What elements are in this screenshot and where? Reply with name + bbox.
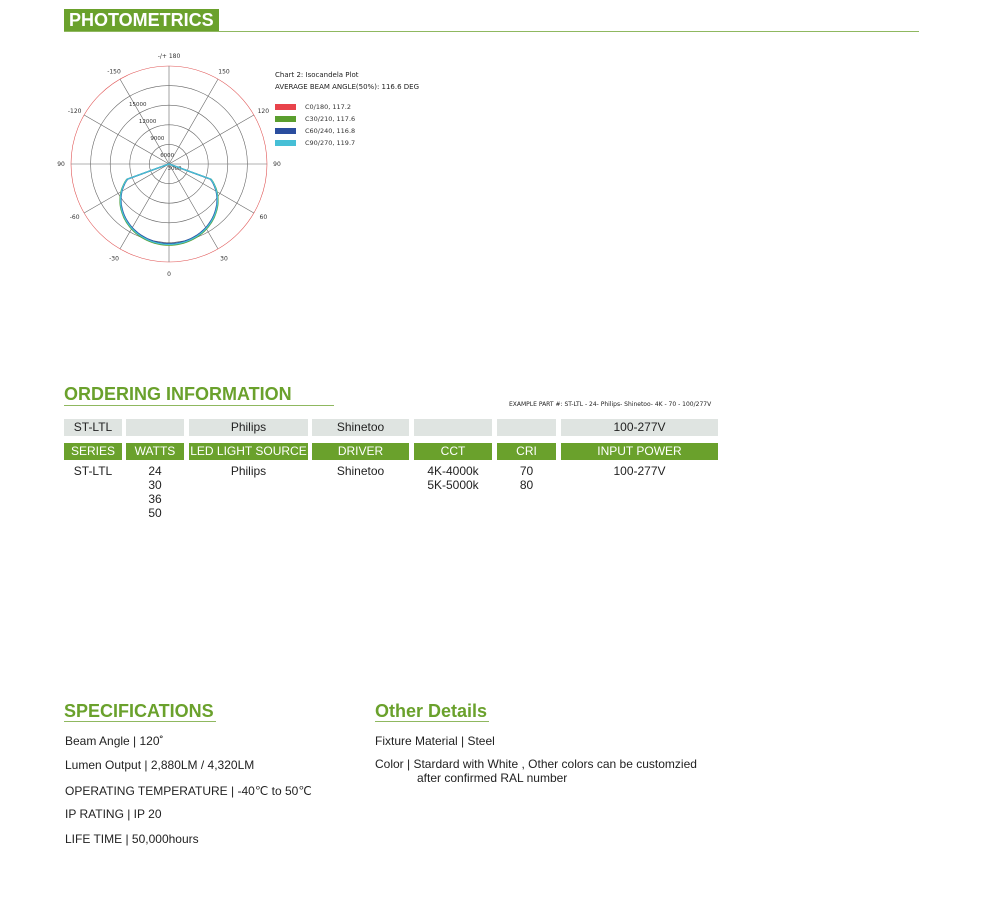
ordering-divider	[64, 405, 334, 406]
chart-caption: Chart 2: Isocandela Plot	[275, 71, 359, 79]
watts-value: 50	[148, 506, 162, 520]
legend-entry	[275, 101, 355, 113]
angle-label: 90	[273, 161, 281, 168]
chart-legend	[275, 101, 355, 149]
example-light-source: Philips	[189, 419, 308, 436]
chart-info	[275, 71, 419, 91]
example-driver: Shinetoo	[312, 419, 409, 436]
angle-label: -150	[107, 68, 121, 76]
polar-spoke	[169, 79, 218, 164]
photometrics-divider	[64, 31, 919, 32]
cri-column	[497, 464, 556, 492]
example-input-power: 100-277V	[561, 419, 718, 436]
driver-column	[312, 464, 409, 478]
polar-spoke	[169, 164, 218, 249]
isocandela-polar-chart	[57, 52, 281, 278]
example-cri	[497, 419, 556, 436]
header-cri: CRI	[497, 443, 556, 460]
watts-column	[126, 464, 184, 520]
specifications-divider	[64, 721, 216, 722]
legend-label: C90/270, 119.7	[305, 139, 356, 147]
angle-label: -120	[67, 108, 82, 115]
angle-label: -30	[109, 255, 119, 263]
fixture-material: Fixture Material | Steel	[375, 734, 495, 748]
angle-label: -60	[69, 214, 80, 221]
polar-spoke	[120, 164, 169, 249]
spec-life-time: LIFE TIME | 50,000hours	[65, 832, 199, 846]
legend-entry	[275, 113, 355, 125]
spec-operating-temperature: OPERATING TEMPERATURE | -40℃ to 50℃	[65, 784, 312, 798]
beam-angle-line: AVERAGE BEAM ANGLE(50%): 116.6 DEG	[275, 83, 420, 91]
driver-value: Shinetoo	[336, 464, 385, 478]
header-watts: WATTS	[126, 443, 184, 460]
legend-entry	[275, 137, 355, 149]
spec-lumen-output: Lumen Output | 2,880LM / 4,320LM	[65, 758, 255, 772]
angle-label: 60	[259, 214, 268, 221]
header-light-source: LED LIGHT SOURCE	[190, 444, 307, 458]
legend-label: C0/180, 117.2	[305, 103, 352, 111]
example-watts	[126, 419, 184, 436]
series-value: ST-LTL	[73, 464, 113, 478]
cct-value: 4K-4000k	[427, 464, 479, 478]
watts-value: 36	[148, 492, 162, 506]
input-power-column	[561, 464, 718, 478]
cct-value: 5K-5000k	[427, 478, 479, 492]
angle-label: 90	[57, 161, 65, 168]
angle-label: -/+ 180	[157, 53, 181, 60]
angle-label: 150	[218, 68, 230, 76]
legend-entry	[275, 125, 355, 137]
spec-ip-rating: IP RATING | IP 20	[65, 807, 162, 821]
polar-spoke	[84, 164, 169, 213]
light-source-value: Philips	[230, 464, 267, 478]
legend-label: C60/240, 116.8	[305, 127, 356, 135]
other-details-title: Other Details	[375, 701, 488, 721]
cct-column	[414, 464, 492, 492]
angle-label: 0	[167, 271, 171, 278]
header-series: SERIES	[64, 443, 122, 460]
radial-label: 12000	[138, 119, 157, 126]
example-series: ST-LTL	[64, 419, 122, 436]
polar-spoke	[169, 164, 254, 213]
color-detail: Color | Stardard with White , Other colors can be customzied	[375, 757, 697, 771]
header-cct: CCT	[414, 443, 492, 460]
spec-beam-angle: Beam Angle | 120˚	[65, 734, 164, 748]
angle-label: 120	[257, 108, 270, 115]
header-input-power: INPUT POWER	[561, 443, 718, 460]
polar-spoke	[169, 115, 254, 164]
series-column	[64, 464, 122, 478]
watts-value: 30	[148, 478, 162, 492]
specifications-title: SPECIFICATIONS	[64, 701, 214, 721]
cri-value: 80	[519, 478, 534, 492]
radial-label: 6000	[160, 153, 175, 160]
cri-value: 70	[519, 464, 534, 478]
watts-value: 24	[148, 464, 162, 478]
legend-label: C30/210, 117.6	[305, 115, 356, 123]
radial-label: 9000	[150, 136, 165, 143]
other-details-divider	[375, 721, 489, 722]
example-part-number: EXAMPLE PART #: ST-LTL - 24- Philips- Shinetoo- 4K - 70 - 100/277V	[509, 401, 712, 408]
angle-label: 30	[220, 255, 228, 263]
radial-label: 3000	[167, 165, 182, 172]
radial-label: 15000	[129, 102, 147, 109]
legend-swatch	[275, 128, 296, 134]
legend-swatch	[275, 140, 296, 146]
light-source-column	[189, 464, 308, 478]
legend-swatch	[275, 104, 296, 110]
color-detail-continued: after confirmed RAL number	[417, 771, 568, 785]
input-power-value: 100-277V	[613, 464, 666, 478]
example-cct	[414, 419, 492, 436]
legend-swatch	[275, 116, 296, 122]
photometrics-title: PHOTOMETRICS	[64, 9, 219, 31]
ordering-title: ORDERING INFORMATION	[64, 384, 292, 404]
header-driver: DRIVER	[312, 443, 409, 460]
